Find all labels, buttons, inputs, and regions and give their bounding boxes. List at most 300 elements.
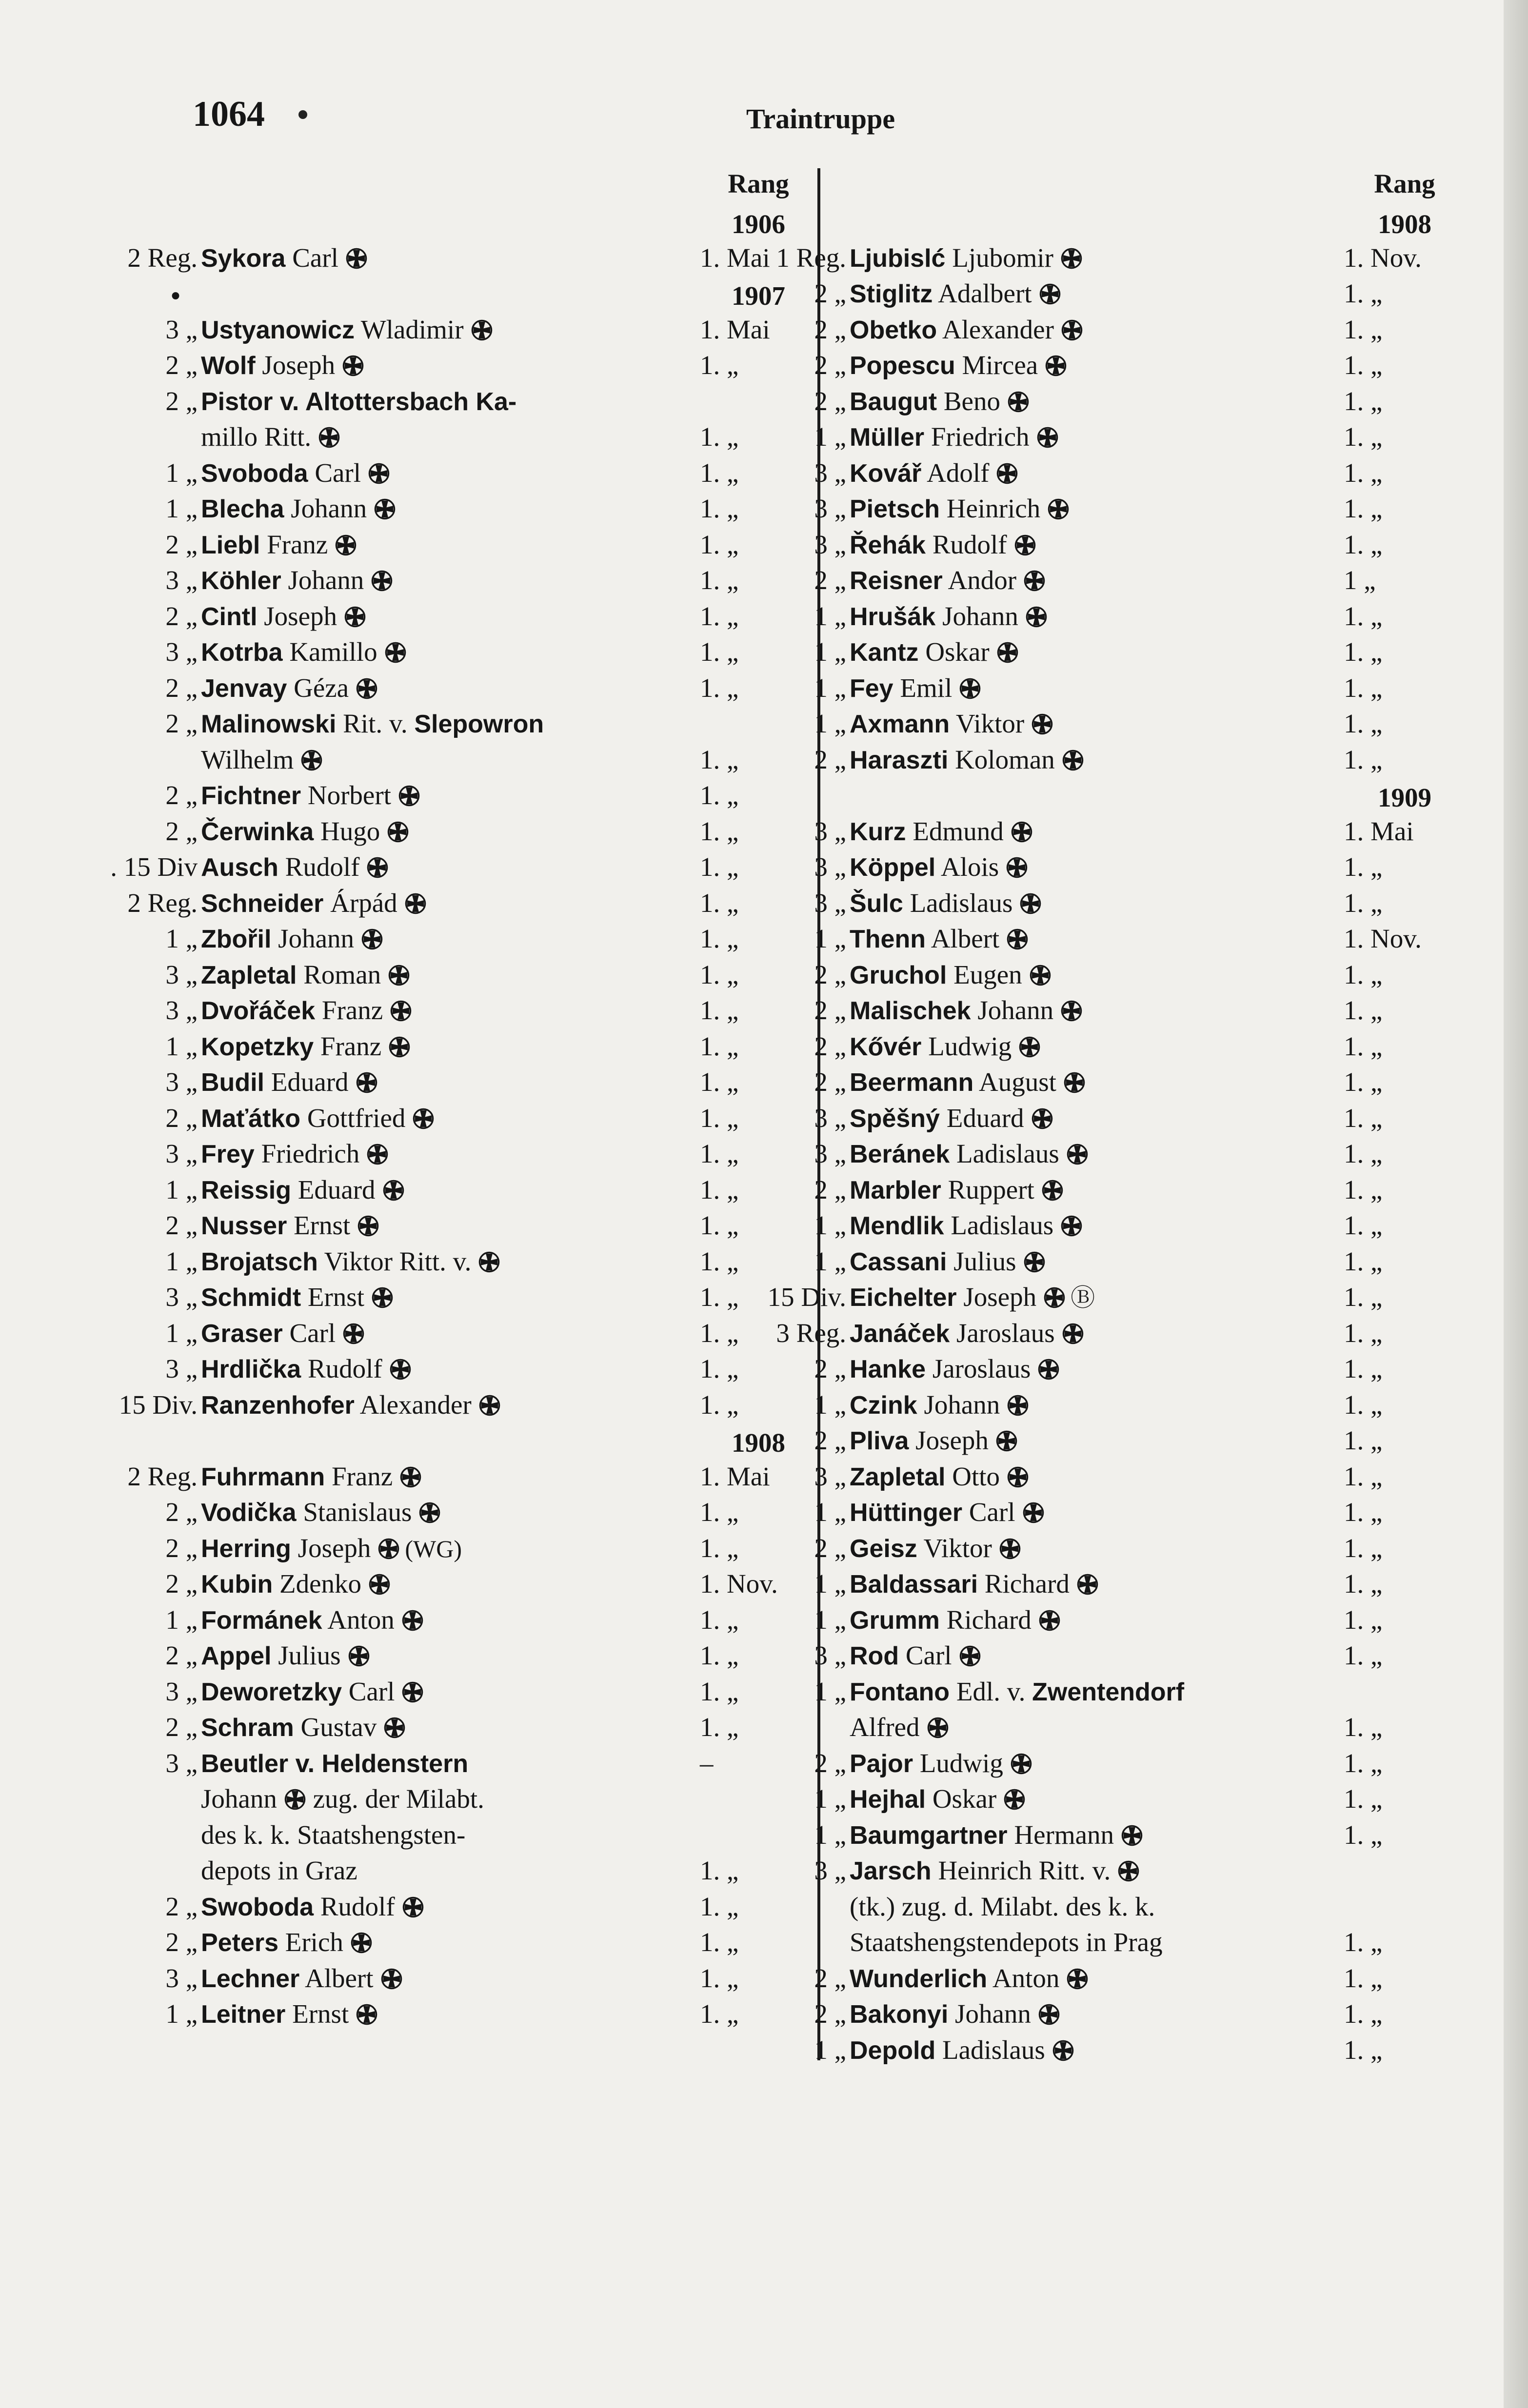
unit-label: 1 „ <box>165 1999 198 2029</box>
rank-date: 1. „ <box>700 1605 739 1635</box>
given-name: Ludwig <box>919 1748 1003 1778</box>
given-name: Gottfried <box>307 1103 406 1133</box>
unit-label: 3 „ <box>165 1067 198 1097</box>
officer-name <box>201 1960 403 1997</box>
given-name: Rudolf <box>307 1354 382 1383</box>
rank-date: 1. „ <box>700 1282 739 1312</box>
rank-date: 1. „ <box>1344 1103 1383 1133</box>
service-cross-icon <box>1066 1143 1089 1165</box>
surname: Fuhrmann <box>201 1463 325 1491</box>
surname: Graser <box>201 1320 283 1348</box>
officer-name <box>201 1924 373 1961</box>
unit-label: 2 „ <box>165 1103 198 1133</box>
service-cross-icon <box>999 1538 1021 1560</box>
given-name: Johann <box>288 565 364 595</box>
unit-label: 2 Reg. <box>127 243 198 273</box>
surname: Ustyanowicz <box>201 316 355 344</box>
officer-name <box>201 670 378 707</box>
service-cross-icon <box>404 892 427 915</box>
surname: Czink <box>850 1391 917 1420</box>
surname: Hrušák <box>850 603 936 631</box>
rank-date: 1. „ <box>700 1999 739 2029</box>
officer-name <box>201 1566 391 1602</box>
surname: Pliva <box>850 1427 909 1455</box>
surname: Pietsch <box>850 495 940 523</box>
surname-suffix: Zwentendorf <box>1032 1678 1185 1706</box>
year-header: 1908 <box>1378 209 1431 239</box>
officer-name <box>850 1315 1084 1352</box>
rank-date: 1. „ <box>1344 1318 1383 1348</box>
surname: Janáček <box>850 1320 950 1348</box>
unit-label: 2 „ <box>165 1892 198 1921</box>
rank-date: 1. „ <box>1344 852 1383 882</box>
unit-label: 3 „ <box>165 1748 198 1778</box>
rank-date: 1. „ <box>1344 995 1383 1025</box>
surname: Zapletal <box>201 961 297 989</box>
given-name: Johann <box>924 1390 1000 1420</box>
unit-label: 1 „ <box>814 1820 846 1850</box>
rank-date: 1. „ <box>1344 1963 1383 1993</box>
surname: Bakonyi <box>850 2000 949 2029</box>
officer-name <box>201 1100 435 1137</box>
officer-name <box>850 1817 1143 1854</box>
officer-name <box>201 1638 370 1674</box>
rank-date: 1. „ <box>1344 1246 1383 1276</box>
unit-label: 2 „ <box>814 1533 846 1563</box>
rank-date: 1. Mai <box>700 243 770 273</box>
unit-label: 2 „ <box>165 1712 198 1742</box>
service-cross-icon <box>1018 1036 1041 1058</box>
surname: Schneider <box>201 889 324 918</box>
rang-header-left: Rang <box>728 169 789 198</box>
rank-date: 1. „ <box>700 493 739 523</box>
service-cross-icon <box>1076 1573 1099 1596</box>
officer-name <box>850 1207 1083 1244</box>
given-name: Franz <box>321 995 383 1025</box>
surname: Ljubislć <box>850 244 946 273</box>
rank-date: 1. „ <box>1344 1533 1383 1563</box>
service-cross-icon <box>390 1000 412 1022</box>
rank-date: 1. „ <box>1344 458 1383 488</box>
surname: Kővér <box>850 1033 922 1061</box>
officer-name <box>201 1817 465 1853</box>
surname: Kopetzky <box>201 1033 314 1061</box>
officer-name <box>850 921 1029 957</box>
rank-date: 1. „ <box>1344 1605 1383 1635</box>
rank-date: 1. „ <box>700 1533 739 1563</box>
given-name: Mircea <box>962 350 1038 380</box>
officer-name <box>850 2032 1074 2069</box>
surname: Baldassari <box>850 1570 978 1599</box>
given-name: Alexander <box>359 1390 472 1420</box>
rank-date: 1. „ <box>700 637 739 667</box>
officer-name <box>850 240 1083 276</box>
service-cross-icon <box>996 641 1019 664</box>
unit-label: 1 „ <box>814 1497 846 1527</box>
given-name: Eduard <box>271 1067 349 1097</box>
officer-name <box>201 491 396 527</box>
officer-name <box>850 1960 1089 1997</box>
officer-name <box>201 957 410 993</box>
unit-label: 3 „ <box>814 493 846 523</box>
rank-date: 1. „ <box>700 1318 739 1348</box>
given-name: Ernst <box>294 1210 351 1240</box>
officer-name <box>850 1674 1184 1710</box>
rank-date: 1. „ <box>1344 2035 1383 2065</box>
surname: Kotrba <box>201 638 283 667</box>
service-cross-icon <box>959 1645 981 1667</box>
surname: Frey <box>201 1140 255 1168</box>
surname: Peters <box>201 1929 278 1957</box>
year-header: 1906 <box>732 209 785 239</box>
unit-label: 2 „ <box>165 1210 198 1240</box>
given-name: Eduard <box>298 1175 376 1204</box>
service-cross-icon <box>1003 1788 1026 1811</box>
unit-label: 2 „ <box>165 1640 198 1670</box>
unit-label: 2 „ <box>814 350 846 380</box>
given-name: Árpád <box>330 888 397 918</box>
service-cross-icon <box>374 498 396 520</box>
rank-date: 1. „ <box>1344 315 1383 344</box>
service-cross-icon <box>1025 606 1048 628</box>
rank-date: 1. „ <box>1344 422 1383 452</box>
surname: Hejhal <box>850 1785 926 1814</box>
unit-label: 1 „ <box>814 924 846 953</box>
rank-date: 1. „ <box>1344 888 1383 918</box>
surname: Zapletal <box>850 1463 946 1491</box>
officer-name <box>850 1494 1045 1531</box>
service-cross-icon <box>1029 964 1052 987</box>
given-name: Johann <box>955 1999 1031 2029</box>
given-name: Franz <box>320 1031 382 1061</box>
officer-name <box>850 1709 949 1745</box>
surname: Liebl <box>201 531 260 559</box>
surname: Dvořáček <box>201 997 316 1025</box>
service-cross-icon <box>335 534 357 556</box>
officer-name <box>850 1853 1140 1889</box>
service-cross-icon <box>412 1107 435 1130</box>
surname: Grumm <box>850 1606 940 1635</box>
given-name: Viktor <box>955 709 1025 738</box>
service-cross-icon <box>345 247 368 270</box>
unit-label: 3 „ <box>814 1640 846 1670</box>
rank-date: 1. „ <box>700 888 739 918</box>
service-cross-icon <box>342 355 364 377</box>
service-cross-icon <box>356 1071 378 1094</box>
surname: Pajor <box>850 1750 913 1778</box>
service-cross-icon <box>371 570 393 592</box>
rank-date: 1. „ <box>1344 601 1383 631</box>
given-name: Ernst <box>292 1999 349 2029</box>
surname: Blecha <box>201 495 284 523</box>
unit-label: 1 Reg. <box>776 243 846 273</box>
unit-label: 15 Div. <box>119 1390 198 1420</box>
surname: Schram <box>201 1714 294 1742</box>
given-name: Viktor Ritt. v. <box>324 1246 472 1276</box>
service-cross-icon <box>1006 928 1029 950</box>
annotation: (WG) <box>405 1535 462 1562</box>
officer-name <box>201 921 383 957</box>
given-name: Joseph <box>262 350 336 380</box>
rank-date: 1. „ <box>1344 278 1383 308</box>
given-name: Roman <box>303 960 381 989</box>
rank-date: 1. „ <box>700 995 739 1025</box>
surname: Kubin <box>201 1570 273 1599</box>
surname: Fichtner <box>201 782 301 810</box>
surname: Budil <box>201 1068 264 1097</box>
surname: Popescu <box>850 352 955 380</box>
surname: Marbler <box>850 1176 941 1204</box>
given-name: August <box>979 1067 1056 1097</box>
officer-name <box>201 527 357 563</box>
service-cross-icon <box>366 856 389 879</box>
officer-name <box>850 598 1048 635</box>
given-name: Anton <box>327 1605 395 1635</box>
rank-date: 1. „ <box>700 1497 739 1527</box>
service-cross-icon <box>1037 1358 1060 1381</box>
given-name: Wladimir <box>360 315 464 344</box>
officer-name <box>201 885 427 922</box>
surname: Malischek <box>850 997 971 1025</box>
unit-label: 1 „ <box>165 458 198 488</box>
unit-label: 2 „ <box>814 745 846 774</box>
officer-name <box>201 777 420 814</box>
unit-label: 1 „ <box>814 1246 846 1276</box>
rank-date: 1. „ <box>700 852 739 882</box>
rank-date: 1. „ <box>1344 1640 1383 1670</box>
unit-label: 2 „ <box>814 565 846 595</box>
unit-label: 2 „ <box>814 1963 846 1993</box>
service-cross-icon <box>1031 713 1053 735</box>
unit-label: 3 „ <box>165 995 198 1025</box>
surname: Beermann <box>850 1068 974 1097</box>
rank-date: 1. „ <box>1344 1461 1383 1491</box>
service-cross-icon <box>1061 319 1083 341</box>
given-name: Otto <box>952 1461 1000 1491</box>
rank-date: 1. „ <box>700 1640 739 1670</box>
scan-edge <box>1504 0 1528 2408</box>
given-name: Oskar <box>932 1784 997 1814</box>
surname: Hrdlička <box>201 1355 301 1383</box>
surname: Spěšný <box>850 1105 940 1133</box>
unit-label: 3 „ <box>165 960 198 989</box>
unit-label: 3 „ <box>165 637 198 667</box>
page-title: Traintruppe <box>746 103 895 135</box>
rank-date: 1. „ <box>1344 960 1383 989</box>
unit-label: 1 „ <box>165 1175 198 1204</box>
surname: Deworetzky <box>201 1678 342 1706</box>
surname: Reisner <box>850 567 943 595</box>
officer-name <box>201 1530 462 1567</box>
officer-name <box>850 1243 1046 1280</box>
given-name: Carl <box>289 1318 336 1348</box>
unit-label: 2 „ <box>165 709 198 738</box>
surname: Swoboda <box>201 1893 314 1921</box>
given-name: Edmund <box>913 816 1004 846</box>
rang-header-right: Rang <box>1374 169 1435 198</box>
unit-label: 3 „ <box>814 852 846 882</box>
given-name: Joseph <box>298 1533 371 1563</box>
rank-date: 1. „ <box>700 1892 739 1921</box>
officer-name <box>201 1387 501 1423</box>
given-name: Stanislaus <box>303 1497 412 1527</box>
unit-label: 1 „ <box>814 1210 846 1240</box>
rank-date: 1. „ <box>700 601 739 631</box>
surname: Lechner <box>201 1965 300 1993</box>
given-name: Joseph <box>264 601 337 631</box>
officer-name <box>201 1674 424 1710</box>
officer-name <box>201 813 409 850</box>
given-name: Viktor <box>923 1533 992 1563</box>
service-cross-icon <box>478 1251 500 1273</box>
given-name: Emil <box>900 673 953 703</box>
unit-label: 1 „ <box>165 924 198 953</box>
surname: Šulc <box>850 889 903 918</box>
officer-name <box>850 455 1018 492</box>
surname: Pistor v. Altottersbach Ka- <box>201 388 517 416</box>
rank-date: 1. „ <box>1344 1569 1383 1599</box>
unit-label: 3 „ <box>814 1103 846 1133</box>
given-name: Johann <box>977 995 1054 1025</box>
officer-name <box>850 849 1028 886</box>
unit-label: 2 „ <box>165 673 198 703</box>
given-name: Rudolf <box>932 530 1007 559</box>
officer-name <box>201 312 493 348</box>
service-cross-icon <box>1014 534 1036 556</box>
officer-name <box>850 419 1059 455</box>
surname: Maťátko <box>201 1105 301 1133</box>
unit-label: 2 „ <box>814 1748 846 1778</box>
service-cross-icon <box>1011 821 1033 843</box>
officer-name <box>850 562 1046 599</box>
unit-label: 3 Reg. <box>776 1318 846 1348</box>
unit-label: 2 Reg. <box>127 888 198 918</box>
service-cross-icon <box>1038 1609 1061 1632</box>
service-cross-icon <box>348 1645 370 1667</box>
unit-label: 3 „ <box>814 1139 846 1168</box>
rank-date: 1. „ <box>1344 1999 1383 2029</box>
surname: Haraszti <box>850 746 949 774</box>
surname: Zbořil <box>201 925 272 953</box>
unit-label: 1 „ <box>814 2035 846 2065</box>
name-continuation: Wilhelm <box>201 745 294 774</box>
surname: Kantz <box>850 638 919 667</box>
surname: Appel <box>201 1642 272 1670</box>
service-cross-icon <box>398 785 420 807</box>
service-cross-icon <box>1066 1968 1089 1990</box>
surname: Ranzenhofer <box>201 1391 355 1420</box>
rank-date: 1. „ <box>1344 1497 1383 1527</box>
unit-label: 1 „ <box>814 1605 846 1635</box>
service-cross-icon <box>1007 1466 1029 1488</box>
service-cross-icon <box>1052 2039 1074 2062</box>
rank-date: 1 „ <box>1344 565 1376 595</box>
officer-name <box>850 1172 1064 1208</box>
service-cross-icon <box>357 1215 379 1237</box>
surname: Köppel <box>850 853 936 882</box>
officer-name <box>201 455 390 492</box>
service-cross-icon <box>377 1538 400 1560</box>
rank-date: 1. „ <box>1344 637 1383 667</box>
service-cross-icon <box>1043 1286 1066 1309</box>
unit-label: 1 „ <box>165 1031 198 1061</box>
given-name: Eduard <box>946 1103 1024 1133</box>
unit-label: 3 „ <box>165 1963 198 1993</box>
year-header: 1907 <box>732 281 785 311</box>
officer-name <box>850 1781 1026 1817</box>
given-name: Julius <box>278 1640 341 1670</box>
name-continuation: (tk.) zug. d. Milabt. des k. k. <box>850 1892 1155 1921</box>
service-cross-icon <box>927 1717 949 1739</box>
surname-suffix: Slepowron <box>414 710 544 738</box>
surname: Vodička <box>201 1499 297 1527</box>
officer-name <box>201 1709 406 1746</box>
rank-date: 1. „ <box>700 1031 739 1061</box>
ink-dot <box>298 110 307 119</box>
given-name: Carl <box>969 1497 1015 1527</box>
service-cross-icon <box>380 1968 403 1990</box>
given-name: Beno <box>943 386 1000 416</box>
unit-label: 3 „ <box>165 315 198 344</box>
given-name: Jaroslaus <box>956 1318 1055 1348</box>
officer-name <box>201 706 544 742</box>
rank-date: 1. „ <box>1344 1748 1383 1778</box>
rank-date: 1. „ <box>1344 709 1383 738</box>
unit-label: 3 „ <box>814 530 846 559</box>
given-name: Franz <box>267 530 328 559</box>
officer-name <box>201 240 368 276</box>
officer-name <box>850 1422 1018 1459</box>
rank-date: 1. „ <box>1344 1175 1383 1204</box>
given-name: Friedrich <box>261 1139 360 1168</box>
unit-label: 2 „ <box>814 1067 846 1097</box>
officer-name <box>850 527 1036 563</box>
surname: Geisz <box>850 1535 917 1563</box>
officer-name <box>850 992 1083 1029</box>
given-name: Kamillo <box>289 637 377 667</box>
unit-label: 2 „ <box>165 350 198 380</box>
officer-name <box>850 1136 1089 1172</box>
unit-label: 2 „ <box>165 386 198 416</box>
name-continuation: depots in Graz <box>201 1855 357 1885</box>
officer-name <box>850 1745 1032 1782</box>
surname: Stiglitz <box>850 280 933 308</box>
officer-name <box>850 312 1083 348</box>
officer-name <box>201 1207 379 1244</box>
service-cross-icon <box>1060 1215 1083 1237</box>
surname: Sykora <box>201 244 286 273</box>
rank-date: 1. Nov. <box>1344 924 1422 953</box>
service-cross-icon <box>300 749 323 771</box>
rank-date: 1. „ <box>1344 493 1383 523</box>
given-name: Heinrich Ritt. v. <box>938 1855 1111 1885</box>
given-name: Jaroslaus <box>932 1354 1031 1383</box>
unit-label: 2 „ <box>814 960 846 989</box>
surname: Baugut <box>850 388 937 416</box>
given-name: Norbert <box>307 780 391 810</box>
rank-date: 1. „ <box>1344 1210 1383 1240</box>
unit-label: 2 „ <box>165 780 198 810</box>
officer-name <box>201 562 393 599</box>
page-number: 1064 <box>193 94 265 134</box>
surname: Schmidt <box>201 1283 301 1312</box>
surname: Beutler v. Heldenstern <box>201 1750 469 1778</box>
rank-date: 1. „ <box>1344 386 1383 416</box>
officer-name <box>201 1781 484 1817</box>
unit-label: 3 „ <box>814 1855 846 1885</box>
surname: Obetko <box>850 316 937 344</box>
given-name: Adolf <box>927 458 990 488</box>
